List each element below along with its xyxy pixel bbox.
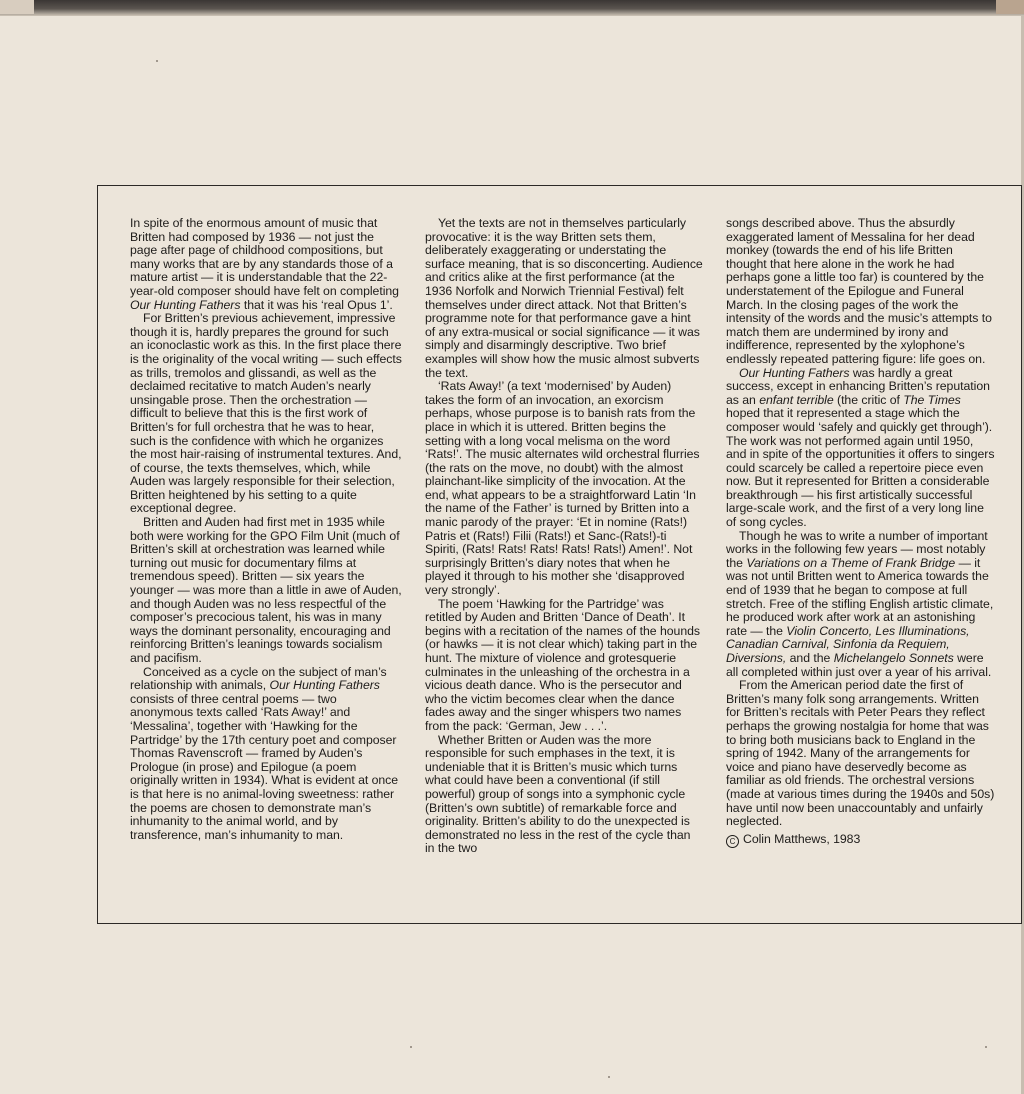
sleeve-edge-tab-right [996, 0, 1024, 14]
essay-column-1 [130, 217, 402, 842]
paragraph: Whether Britten or Auden was the more responsible for such emphases in the text, it is undeniable that it is Britten’s music which turns what could have been a conventional (if still powerful) group of songs into a symphonic cycle (Britten’s own subtitle) of remarkable force and originality. Britten’s ability to do the unexpected is demonstrated no less in the rest of the cycle than in the two [425, 732, 691, 856]
paper-speck [410, 1046, 412, 1048]
paragraph: songs described above. Thus the absurdly exaggerated lament of Messalina for her dead monkey (towards the end of his life Britten thought that here alone in the work he had perhaps gone a little too far) is countered by the understatement of the Epilogue and Funeral March. In the closing pages of the work the intensity of the words and the music’s attempts to match them are undermined by irony and indifference, represented by the xylophone’s endlessly repeated pattering figure: life goes on. [726, 216, 992, 366]
paragraph: Britten and Auden had first met in 1935 while both were working for the GPO Film Unit (much of Britten’s skill at orchestration was learned while turning out music for documentary films at tremendous speed). Britten — six years the younger — was more than a little in awe of Auden, and though Auden was no less respectful of the composer’s precocious talent, his was in many ways the dominant personality, encouraging and reinforcing Britten’s leanings towards socialism and pacifism. [130, 515, 402, 665]
paper-speck [608, 1076, 610, 1078]
sleeve-edge-tab-left [0, 0, 34, 14]
paper-speck [156, 60, 158, 62]
essay-column-3 [726, 217, 996, 848]
paragraph: In spite of the enormous amount of music that Britten had composed by 1936 — not just the page after page of childhood compositions, but many works that are by any standards those of a mature artist — it is understandable that the 22-year-old composer should have felt on completing Our Hunting Fathers that it was his ‘real Opus 1’. [130, 216, 399, 312]
essay-column-2 [425, 217, 703, 856]
copyright-icon: C [726, 835, 739, 848]
paragraph: Though he was to write a number of important works in the following few years — most notably the Variations on a Theme of Frank Bridge — it was not until Britten went to America towards the end of 1939 that he began to compose at full stretch. Free of the stifling English artistic climate, he produced work after work at an astonishing rate — the Violin Concerto, Les Illuminations, Canadian Carnival, Sinfonia da Requiem, Diversions, and the Michelangelo Sonnets were all completed within just over a year of his arrival. [726, 528, 994, 679]
paragraph: Our Hunting Fathers was hardly a great success, except in enhancing Britten’s reputation as an enfant terrible (the critic of The Times hoped that it represented a stage which the composer would ‘safely and quickly get through’). The work was not performed again until 1950, and in spite of the opportunities it offers to singers could scarcely be called a repertoire piece even now. But it represented for Britten a considerable breakthrough — his first artistically successful large-scale work, and the first of a very long line of song cycles. [726, 365, 995, 530]
paragraph: Conceived as a cycle on the subject of man’s relationship with animals, Our Hunting Fathers consists of three central poems — two anonymous texts called ‘Rats Away!’ and ‘Messalina’, together with ‘Hawking for the Partridge’ by the 17th century poet and composer Thomas Ravenscroft — framed by Auden’s Prologue (in prose) and Epilogue (a poem originally written in 1934). What is evident at once is that here is no animal-loving sweetness: rather the poems are chosen to demonstrate man’s inhumanity to the animal world, and by transference, man’s inhumanity to man. [130, 664, 399, 842]
paragraph: The poem ‘Hawking for the Partridge’ was retitled by Auden and Britten ‘Dance of Death’. It begins with a recitation of the names of the hounds (or hawks — it is not clear which) taking part in the hunt. The mixture of violence and grotesquerie culminates in the unleashing of the orchestra in a vicious death dance. Who is the persecutor and who the victim becomes clear when the dance fades away and the singer whispers two names from the pack: ‘German, Jew . . .’. [425, 596, 700, 733]
paragraph: ‘Rats Away!’ (a text ‘modernised’ by Auden) takes the form of an invocation, an exorcism perhaps, whose purpose is to banish rats from the place in which it is uttered. Britten begins the setting with a long vocal melisma on the word ‘Rats!’. The music alternates wild orchestral flurries (the rats on the move, no doubt) with the almost plainchant-like simplicity of the invocation. At the end, what appears to be a straightforward Latin ‘In the name of the Father’ is turned by Britten into a manic parody of the prayer: ‘Et in nomine (Rats!) Patris et (Rats!) Filii (Rats!) et Sanc-(Rats!)-ti Spiriti, (Rats! Rats! Rats! Rats! Rats!) Amen!’. Not surprisingly Britten’s diary notes that when he played it through to his mother she ‘disapproved very strongly’. [425, 379, 700, 598]
paragraph: For Britten’s previous achievement, impressive though it is, hardly prepares the ground for such an iconoclastic work as this. In the first place there is the originality of the vocal writing — such effects as trills, tremolos and glissandi, as well as the declaimed recitative to match Auden’s nearly unsingable prose. Then the orchestration — difficult to believe that this is the first work of Britten’s for full orchestra that he was to hear, such is the confidence with which he organizes the most hair-raising of instrumental textures. And, of course, the texts themselves, which, while Auden was largely responsible for their selection, Britten heightened by his setting to a quite exceptional degree. [130, 311, 402, 516]
author-credit [726, 833, 996, 848]
credit-text: Colin Matthews, 1983 [743, 831, 861, 846]
paper-speck [985, 1046, 987, 1048]
paragraph: Yet the texts are not in themselves particularly provocative: it is the way Britten sets them, deliberately exaggerating or understating the surface meaning, that is so disconcerting. Audience and critics alike at the first performance (at the 1936 Norfolk and Norwich Triennial Festival) felt themselves under direct attack. Not that Britten’s programme note for that performance gave a hint of any extra-musical or social significance — it was simply and disarmingly descriptive. Two brief examples will show how the music almost subverts the text. [425, 216, 703, 380]
paragraph: From the American period date the first of Britten’s many folk song arrangements. Written for Britten’s recitals with Peter Pears they reflect perhaps the growing nostalgia for home that was to bring both musicians back to England in the spring of 1942. Many of the arrangements for voice and piano have deservedly become as familiar as old friends. The orchestral versions (made at various times during the 1940s and 50s) have until now been unaccountably and unfairly neglected. [726, 678, 995, 829]
sleeve-top-edge [0, 0, 1024, 16]
